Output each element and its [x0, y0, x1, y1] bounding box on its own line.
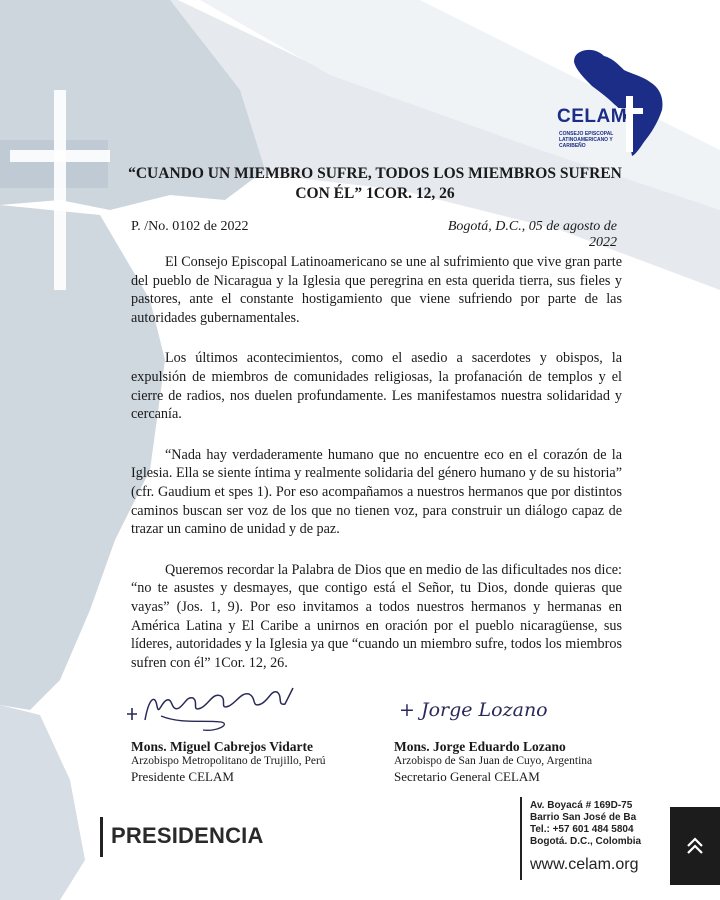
logo-subtitle: CONSEJO EPISCOPAL LATINOAMERICANO Y CARIBEÑO	[559, 131, 614, 149]
document-reference: P. /No. 0102 de 2022	[131, 219, 249, 234]
letter-body	[131, 253, 622, 694]
presidencia-divider	[100, 817, 103, 857]
paragraph: El Consejo Episcopal Latinoamericano se une al sufrimiento que vive gran parte del pueblo de Nicaragua y la Iglesia que peregrina en esta querida tierra, sus fieles y pastores, ante el constante hostigamiento que viene sufriendo por parte de las autoridades gubernamentales.	[131, 254, 622, 326]
signatory-2-name: Mons. Jorge Eduardo Lozano	[394, 739, 566, 754]
signatory-1-role2: Presidente CELAM	[131, 769, 234, 784]
signatory-1	[131, 739, 326, 784]
address-block	[530, 800, 670, 848]
office-label: PRESIDENCIA	[111, 823, 264, 848]
paragraph: “Nada hay verdaderamente humano que no encuentre eco en el corazón de la Iglesia. Ella se siente íntima y realmente solidaria del género humano y de su historia” (cfr. Gaudium et spes 1). Por eso acompañamos a nuestros hermanos que por distintos caminos buscan ser voz de los que no tienen voz, para construir un diálogo capaz de trazar un camino de unidad y de paz.	[131, 446, 622, 538]
address-divider	[520, 797, 522, 880]
paragraph: Los últimos acontecimientos, como el asedio a sacerdotes y obispos, la expulsión de miembros de comunidades religiosas, la profanación de templos y el cierre de radios, nos duelen profundamente. Les manifestamos nuestra solidaridad y cercanía.	[131, 350, 622, 423]
address-line: Av. Boyacá # 169D-75	[530, 800, 633, 811]
address-line: Tel.: +57 601 484 5804	[530, 824, 634, 835]
signature-1	[121, 680, 301, 736]
document-date: Bogotá, D.C., 05 de agosto de 2022	[447, 219, 617, 250]
chevrons-up-icon	[684, 835, 706, 857]
address-line: Barrio San José de Ba	[530, 812, 637, 823]
signatory-2-role1: Arzobispo de San Juan de Cuyo, Argentina	[394, 755, 593, 767]
signature-2-text: + Jorge Lozano	[399, 699, 548, 721]
address-line: Bogotá. D.C., Colombia	[530, 836, 642, 847]
logo-name: CELAM	[557, 106, 628, 127]
signatory-2	[394, 739, 592, 784]
signatory-2-role2: Secretario General CELAM	[394, 769, 540, 784]
website-link[interactable]: www.celam.org	[530, 856, 639, 873]
signatory-1-name: Mons. Miguel Cabrejos Vidarte	[131, 739, 313, 754]
scroll-top-button[interactable]	[670, 807, 720, 885]
signature-2	[395, 690, 565, 730]
document-title: “CUANDO UN MIEMBRO SUFRE, TODOS LOS MIEMBROS SUFREN CON ÉL” 1COR. 12, 26	[128, 165, 622, 202]
paragraph: Queremos recordar la Palabra de Dios que en medio de las dificultades nos dice: “no te asustes y desmayes, que contigo está el Señor, tu Dios, donde quieras que vayas” (Jos. 1, 9). Por eso invitamos a todos nuestros hermanos y hermanas en América Latina y El Caribe a unirnos en oración por el pueblo nicaragüense, sus líderes, autoridades y la Iglesia ya que “cuando un miembro sufre, todos los miembros sufren con él” 1Cor. 12, 26.	[131, 561, 622, 671]
signatory-1-role1: Arzobispo Metropolitano de Trujillo, Perú	[131, 755, 326, 767]
